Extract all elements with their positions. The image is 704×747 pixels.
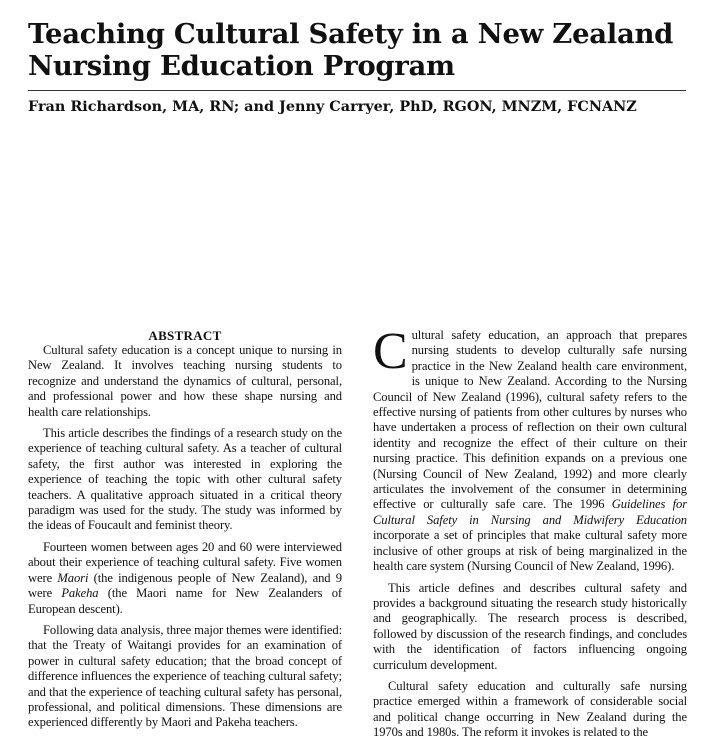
abstract-heading: ABSTRACT [148,328,222,343]
abstract-paragraph [28,540,342,617]
text-run: (the Maori name for New Zealanders of European descent). [28,586,342,616]
text-run: ultural safety education, an approach that prepares nursing students to develop culturally safe nursing practice in the New Zealand health care environment, is unique to New Zealand. According to the Nursing Council of New Zealand (1996), cultural safety refers to the effective nursing of patients from other cultures by nurses who have undertaken a process of reflection on their own cultural identity and recognize the effect of their culture on their nursing practice. This definition expands on a previous one (Nursing Council of New Zealand, 1992) and more clearly articulates the involvement of the consumer in determining effective or culturally safe care. The 1996 [373,328,687,512]
abstract-paragraph: Cultural safety education is a concept unique to nursing in New Zealand. It involves teaching nursing students to recognize and understand the dynamics of cultural, personal, and professional power and how these shape nursing and health care relationships. [28,343,342,419]
text-run: (the indigenous people of New Zealand), and 9 were [28,570,343,601]
abstract-paragraph: Following data analysis, three major themes were identified: that the Treaty of Waitangi provides for an examination of power in cultural safety education; that the broad concept of difference influences the experience of teaching cultural safety; and that the experience of teaching cultural safety has personal, professional, and political dimensions. These dimensions are experienced differently by Maori and Pakeha teachers. [28,622,342,730]
body-paragraph [373,323,687,575]
body-paragraph: Cultural safety education and culturally safe nursing practice emerged within a framework of considerable social and political change occurring in New Zealand during the 1970s and 1980s. The reform it invokes is related to the [373,678,687,740]
body-column [373,323,687,747]
drop-cap: C [373,323,408,380]
italic-title: Guidelines for Cultural Safety in Nursing and Midwifery Education [373,497,687,527]
text-run: incorporate a set of principles that make cultural safety more inclusive of other groups at risk of being marginalized in the health care system (Nursing Council of New Zealand, 1996). [373,528,687,574]
body-paragraph: This article defines and describes cultural safety and provides a background situating the research study historically and geographically. The research process is described, followed by discussion of the research findings, and concludes with the identification of factors influencing ongoing curriculum development. [373,580,687,672]
title-rule [28,90,686,91]
abstract-paragraph: This article describes the findings of a research study on the experience of teaching cultural safety. As a teacher of cultural safety, the first author was interested in exploring the experience of teaching the topic with other cultural safety teachers. A qualitative approach situated in a critical theory paradigm was used for the study. The study was informed by the ideas of Foucault and feminist theory. [28,426,342,533]
author-line: Fran Richardson, MA, RN; and Jenny Carryer, PhD, RGON, MNZM, FCNANZ [28,98,637,115]
italic-term: Maori [57,570,89,585]
text-run: Fourteen women between ages 20 and 60 were interviewed about their experience of teaching cultural safety. Five women were [28,539,342,585]
abstract-column [28,328,342,737]
article-title: Teaching Cultural Safety in a New Zealand Nursing Education Program [28,18,674,82]
italic-term: Pakeha [61,586,99,601]
